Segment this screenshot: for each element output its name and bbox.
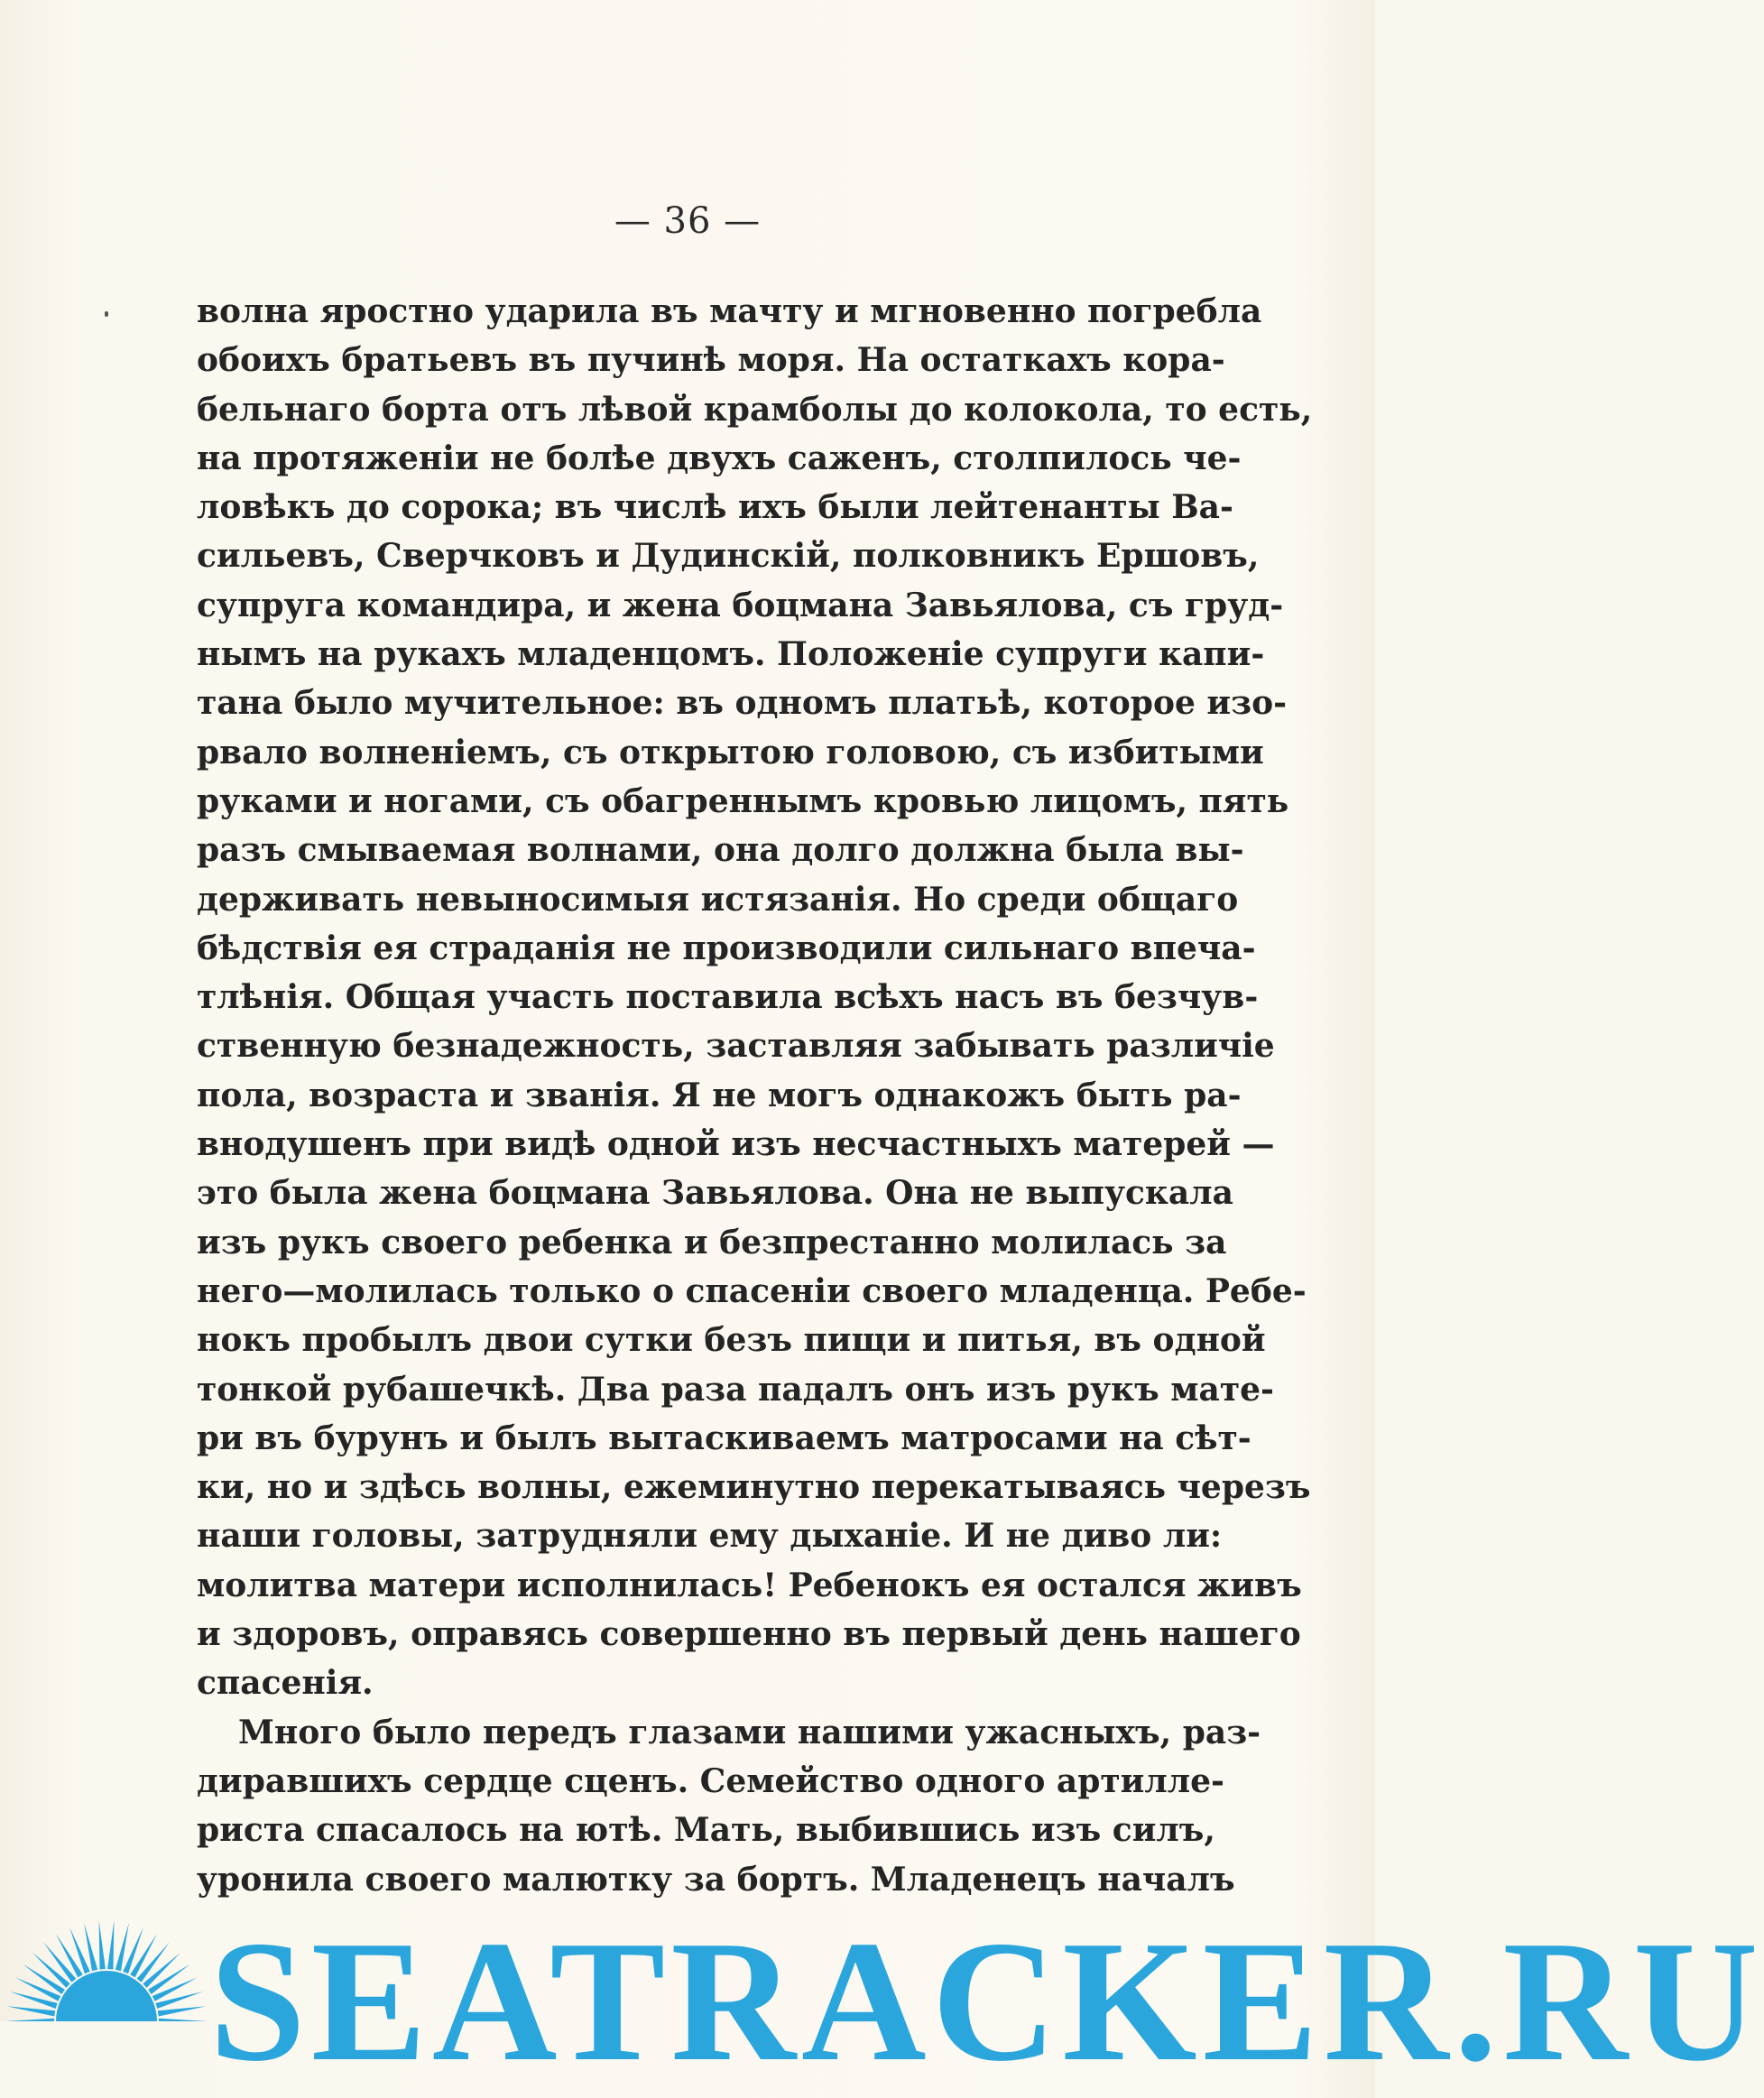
text-line: рвало волненіемъ, съ открытою головою, съ избитыми [197,733,1264,772]
text-line: риста спасалось на ютѣ. Мать, выбившись изъ силъ, [197,1811,1215,1850]
text-line: тонкой рубашечкѣ. Два раза падалъ онъ изъ рукъ мате- [197,1370,1274,1409]
text-line: супруга командира, и жена боцмана Завьялова, съ груд- [197,586,1284,624]
watermark-text: SEATRACKER.RU [209,1905,1764,2097]
text-line: нымъ на рукахъ младенцомъ. Положеніе супруги капи- [197,635,1265,674]
text-line: наши головы, затрудняли ему дыханіе. И не диво ли: [197,1517,1223,1556]
text-line: пола, возраста и званія. Я не могъ однакожъ быть ра- [197,1076,1242,1114]
text-line: бѣдствія ея страданія не производили сильнаго впеча- [197,929,1256,967]
text-line: нокъ пробылъ двои сутки безъ пищи и питья, въ одной [197,1321,1266,1360]
text-line: руками и ногами, съ обагреннымъ кровью лицомъ, пять [197,781,1289,820]
page-number: — 36 — [614,200,762,242]
text-line: держивать невыносимыя истязанія. Но среди общаго [197,880,1239,919]
text-line: на протяженіи не болѣе двухъ саженъ, столпилось че- [197,439,1242,477]
paragraph-first-line: Много было передъ глазами нашими ужасныхъ, раз- [238,1713,1261,1751]
margin-mark [105,311,108,317]
text-line: молитва матери исполнилась! Ребенокъ ея остался живъ [197,1566,1302,1604]
text-line: ловѣкъ до сорока; въ числѣ ихъ были лейтенанты Ва- [197,488,1233,527]
text-line: тлѣнія. Общая участь поставила всѣхъ насъ въ безчув- [197,978,1259,1017]
text-line: сильевъ, Сверчковъ и Дудинскій, полковникъ Ершовъ, [197,537,1260,576]
text-line: спасенія. [197,1664,374,1703]
text-line: ственную безнадежность, заставляя забывать различіе [197,1027,1275,1066]
text-line: бельнаго борта отъ лѣвой крамболы до колокола, то есть, [197,390,1313,429]
text-line: обоихъ братьевъ въ пучинѣ моря. На остаткахъ кора- [197,341,1225,380]
text-line: ри въ бурунъ и былъ вытаскиваемъ матросами на сѣт- [197,1419,1251,1457]
text-line: внодушенъ при видѣ одной изъ несчастныхъ матерей — [197,1125,1275,1164]
text-line: это была жена боцмана Завьялова. Она не выпускала [197,1174,1233,1213]
text-line: него—молилась только о спасеніи своего младенца. Ребе- [197,1271,1307,1310]
text-line: разъ смываемая волнами, она долго должна была вы- [197,831,1244,870]
text-line: волна яростно ударила въ мачту и мгновенно погребла [197,292,1262,330]
text-line: и здоровъ, оправясь совершенно въ первый день нашего [197,1615,1301,1654]
text-line: ки, но и здѣсь волны, ежеминутно перекатываясь черезъ [197,1468,1311,1507]
text-line: диравшихъ сердце сценъ. Семейство одного артилле- [197,1761,1224,1800]
body-text [197,287,1313,1904]
text-line: уронила своего малютку за бортъ. Младенецъ началъ [197,1860,1235,1899]
text-line: тана было мучительное: въ одномъ платьѣ, которое изо- [197,684,1288,723]
text-line: изъ рукъ своего ребенка и безпрестанно молилась за [197,1223,1227,1262]
